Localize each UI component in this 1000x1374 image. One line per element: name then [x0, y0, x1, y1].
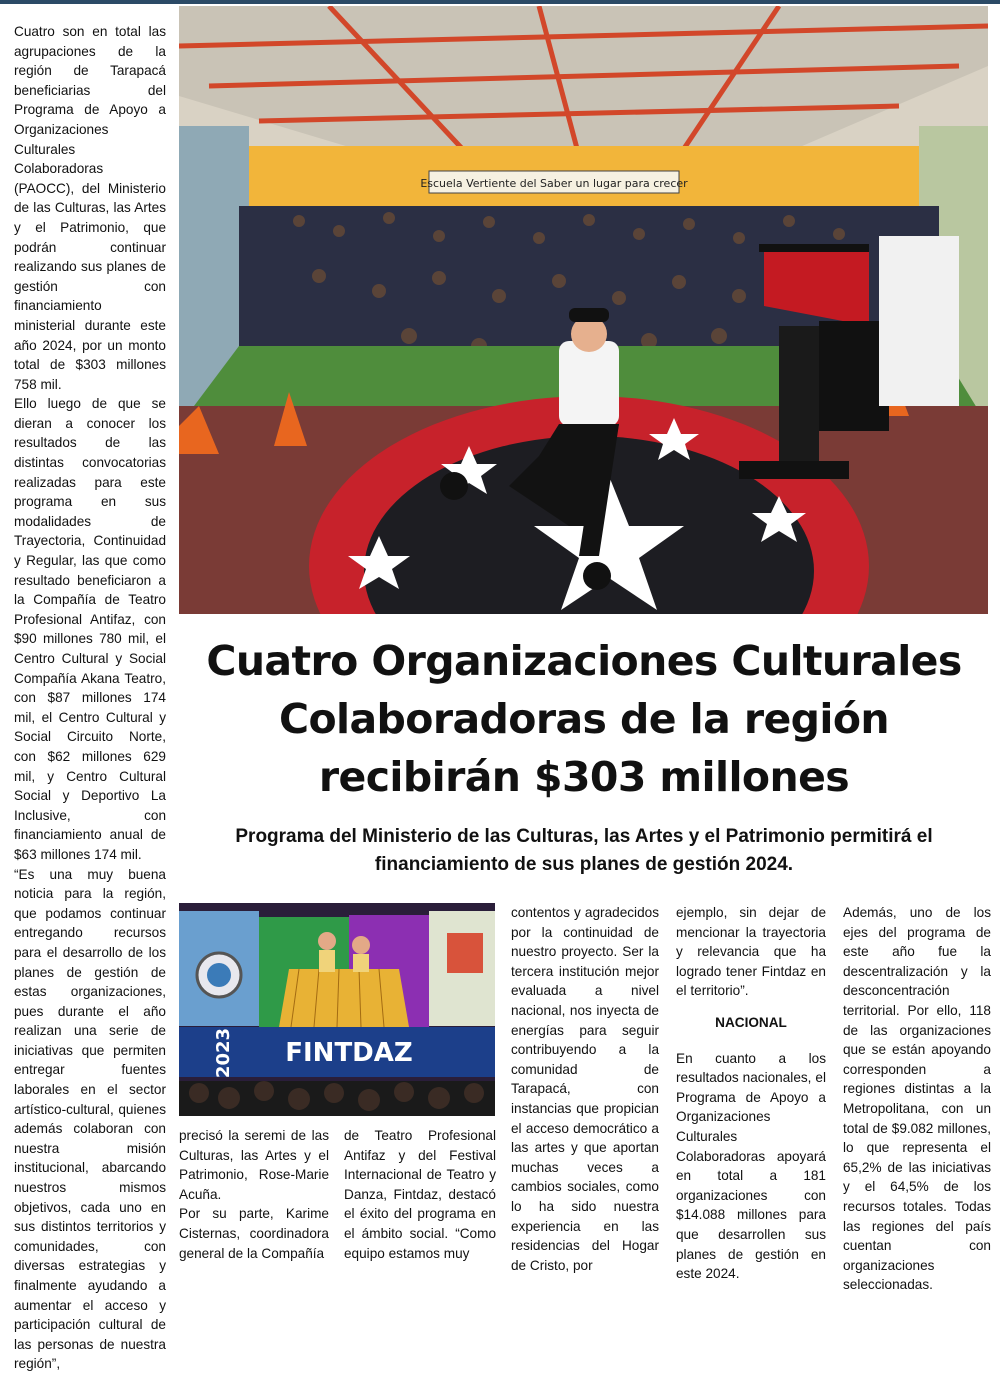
paragraph: Ello luego de que se dieran a conocer los resultados de las distintas convocatorias realizadas para este programa en sus modalidades de Trayectoria, Continuidad y Regular, las que como resultado beneficiaron a la Compañía de Teatro Profesional Antifaz, con $90 millones 780 mil, el Centro Cultural y Social Compañía Akana Teatro, con $87 millones 174 mil, el Centro Cultural y Social Circuito Norte, con $62 millones 629 mil, y Centro Cultural Social y Deportivo La Inclusive, con financiamiento anual de $63 millones 174 mil. — [14, 396, 166, 862]
paragraph: “Es una muy buena noticia para la región, que podamos continuar entregando recursos para el desarrollo de los planes de gestión de estas organizaciones, pues durante el año realizan una serie de iniciativas que permiten entregar fuentes laborales en el sector artístico-cultural, quienes además colaboran con nuestra misión institucional, abarcando nuestros mismos objetivos, cada uno en sus distintos territorios y comunidades, con diversas estrategias y finalmente ayudando a aumentar el acceso y participación cultural de las personas de nuestra región”, — [14, 866, 166, 1372]
body-column-3 — [344, 1126, 496, 1263]
hero-photo-illustration — [179, 6, 988, 614]
paragraph: ejemplo, sin dejar de mencionar la trayectoria y relevancia que ha logrado tener Fintdaz en el territorio”. — [676, 905, 826, 999]
paragraph: contentos y agradecidos por la continuidad de nuestro proyecto. Ser la tercera institución mejor evaluada a nivel nacional, nos inyecta de energías para seguir contribuyendo a la comunidad de Tarapacá, con instancias que propician el acceso democrático a las artes y que aportan muchas veces a cambios sociales, como lo ha sido nuestra experiencia en las residencias del Hogar de Cristo, por — [511, 905, 659, 1273]
secondary-photo — [179, 903, 495, 1116]
top-rule — [0, 0, 1000, 4]
body-column-4 — [511, 903, 659, 1275]
hero-photo — [179, 6, 988, 614]
paragraph: En cuanto a los resultados nacionales, el Programa de Apoyo a Organizaciones Culturales Colaboradoras apoyará en total a 181 organizaciones con $14.088 millones para que desarrollen sus planes de gestión en este 2024. — [676, 1050, 826, 1282]
paragraph: Por su parte, Karime Cisternas, coordinadora general de la Compañía — [179, 1206, 329, 1261]
section-heading-nacional: NACIONAL — [715, 1014, 787, 1030]
body-column-6 — [843, 903, 991, 1295]
paragraph: Además, uno de los ejes del programa de este año fue la descentralización y la desconcentración territorial. Por ello, 118 de las organizaciones que se están apoyando corresponden a regiones distintas a la Metropolitana, con un total de $9.082 millones, lo que representa el 65,2% de las iniciativas y el 64,5% de los recursos totales. Todas las regiones del país cuentan con organizaciones seleccionadas. — [843, 905, 991, 1293]
body-column-2 — [179, 1126, 329, 1263]
headline: Cuatro Organizaciones Culturales Colaboradoras de la región recibirán $303 millones — [206, 637, 962, 801]
secondary-photo-illustration — [179, 903, 495, 1116]
paragraph: de Teatro Profesional Antifaz y del Festival Internacional de Teatro y Danza, Fintdaz, destacó el éxito del programa en el ámbito social. “Como equipo estamos muy — [344, 1128, 496, 1261]
paragraph: Cuatro son en total las agrupaciones de la región de Tarapacá beneficiarias del Programa de Apoyo a Organizaciones Culturales Colaboradoras (PAOCC), del Ministerio de las Culturas, las Artes y el Patrimonio, que podrán continuar realizando sus planes de gestión con financiamiento ministerial durante este año 2024, por un monto total de $303 millones 758 mil. — [14, 24, 166, 392]
photo-sign-text: Escuela Vertiente del Saber un lugar para crecer — [420, 177, 688, 190]
fintdaz-banner-text: FINTDAZ — [285, 1038, 413, 1068]
banner-year-text: 2023 — [213, 1027, 234, 1079]
subheadline: Programa del Ministerio de las Culturas, las Artes y el Patrimonio permitirá el financiamiento de sus planes de gestión 2024. — [235, 826, 933, 875]
paragraph: precisó la seremi de las Culturas, las Artes y el Patrimonio, Rose-Marie Acuña. — [179, 1128, 329, 1202]
body-column-1 — [14, 22, 166, 1374]
body-column-5 — [676, 903, 826, 1284]
